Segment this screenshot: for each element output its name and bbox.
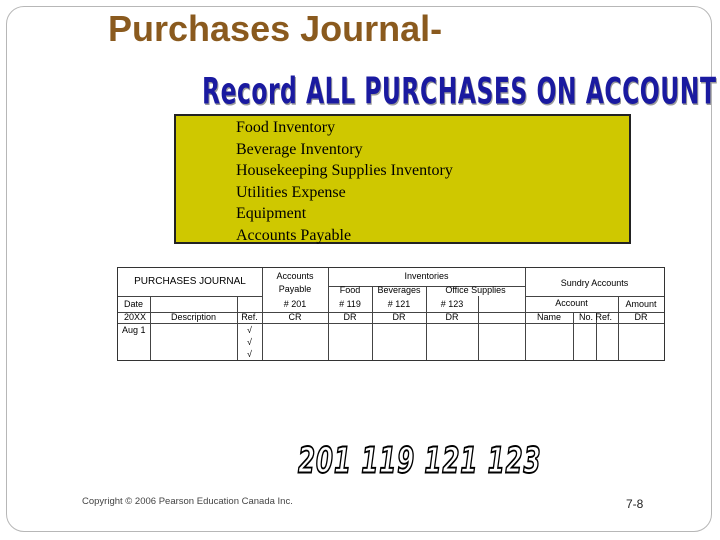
description-header: Description xyxy=(170,312,217,322)
ref-header: Ref. xyxy=(241,312,258,322)
account-item: Food Inventory xyxy=(236,119,336,136)
ap-number: # 201 xyxy=(283,299,307,309)
account-item: Beverage Inventory xyxy=(236,140,363,158)
account-header: Account xyxy=(555,298,588,308)
office-supplies-header: Office Supplies xyxy=(445,285,506,295)
slide-title: Purchases Journal- xyxy=(108,8,443,49)
row-check: √ xyxy=(247,337,252,347)
beverages-number: # 121 xyxy=(387,299,411,309)
amount-header: Amount xyxy=(625,299,657,309)
copyright-text: Copyright © 2006 Pearson Education Canada Inc. xyxy=(82,496,293,507)
office-side: DR xyxy=(445,312,459,322)
slide-subtitle: Record ALL PURCHASES ON ACCOUNT xyxy=(202,70,717,113)
table-divider xyxy=(525,296,664,297)
food-number: # 119 xyxy=(339,299,361,309)
beverages-side: DR xyxy=(392,312,406,322)
account-item: Housekeeping Supplies Inventory xyxy=(236,162,453,180)
table-divider xyxy=(478,296,479,360)
table-divider xyxy=(150,296,151,360)
account-numbers: 201 119 121 123 xyxy=(298,440,542,482)
amount-side: DR xyxy=(634,312,648,322)
ap-side: CR xyxy=(288,312,302,322)
payable-header: Payable xyxy=(278,284,312,294)
office-number: # 123 xyxy=(440,299,464,309)
page-number: 7-8 xyxy=(626,497,644,511)
year-header: 20XX xyxy=(124,312,147,322)
row-check: √ xyxy=(247,325,252,335)
purchases-journal-table xyxy=(117,267,665,361)
journal-title: PURCHASES JOURNAL xyxy=(134,276,246,287)
sundry-header: Sundry Accounts xyxy=(560,278,629,288)
account-item: Accounts Payable xyxy=(236,226,352,244)
inventories-header: Inventories xyxy=(404,271,449,281)
row-date: Aug 1 xyxy=(122,325,146,335)
accounts-payable-header: Accounts xyxy=(276,271,314,281)
accounts-list xyxy=(236,117,453,247)
beverages-header: Beverages xyxy=(377,285,421,295)
no-ref-header: No. Ref. xyxy=(578,312,612,322)
row-check: √ xyxy=(247,349,252,359)
table-divider xyxy=(118,323,664,324)
table-divider xyxy=(118,296,262,297)
food-header: Food xyxy=(339,285,361,295)
food-side: DR xyxy=(343,312,357,322)
date-header: Date xyxy=(124,299,144,309)
account-item: Utilities Expense xyxy=(236,183,346,201)
name-header: Name xyxy=(536,312,561,322)
account-item: Equipment xyxy=(236,205,307,223)
